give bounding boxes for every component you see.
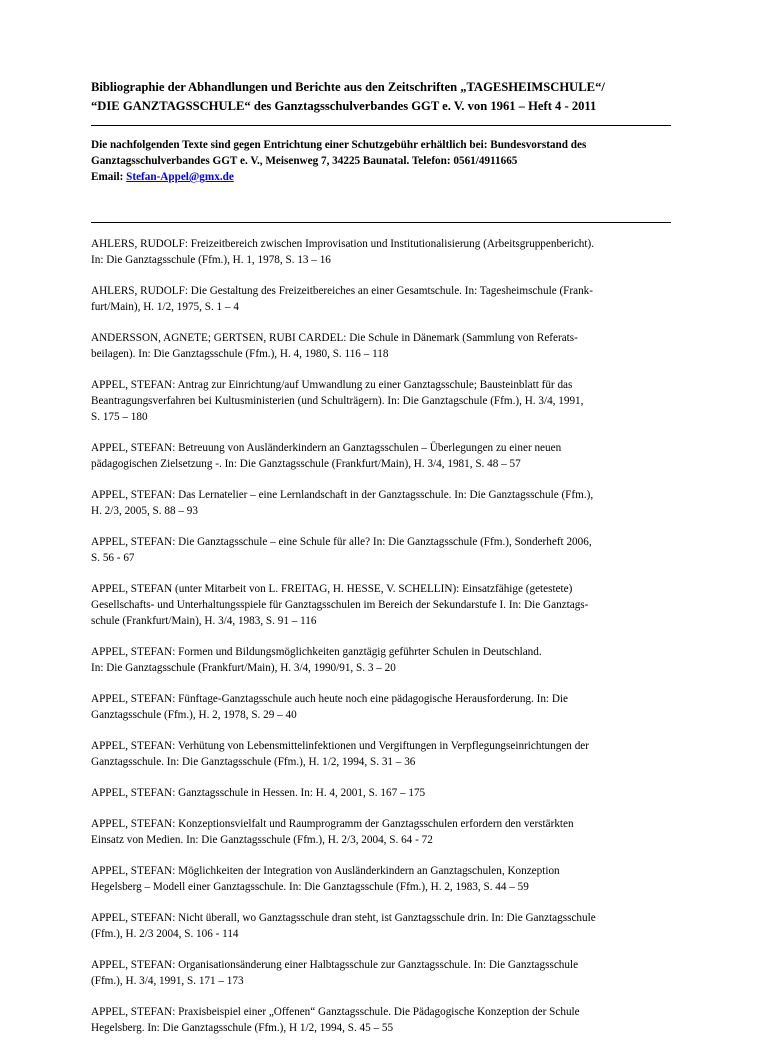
entry-line: APPEL, STEFAN: Verhütung von Lebensmittelinfektionen und Vergiftungen in Verpflegungseinrichtungen der [91,740,589,752]
entry-line: In: Die Ganztagsschule (Frankfurt/Main), H. 3/4, 1990/91, S. 3 – 20 [91,662,396,674]
entry-line: Hegelsberg – Modell einer Ganztagsschule. In: Die Ganztagsschule (Ffm.), H. 2, 1983, S. 44 – 59 [91,881,529,893]
entry-line: H. 2/3, 2005, S. 88 – 93 [91,505,198,517]
entry-line: APPEL, STEFAN: Organisationsänderung einer Halbtagsschule zur Ganztagsschule. In: Die Ganztagsschule [91,959,579,971]
entry-line: APPEL, STEFAN: Formen und Bildungsmöglichkeiten ganztägig geführter Schulen in Deutschland. [91,646,542,658]
entry-line: AHLERS, RUDOLF: Freizeitbereich zwischen Improvisation und Institutionalisierung (Arbeitsgruppenbericht). [91,238,595,250]
bibliography-entry [91,691,691,723]
entry-line: APPEL, STEFAN: Die Ganztagsschule – eine Schule für alle? In: Die Ganztagsschule (Ffm.), Sonderheft 2006, [91,536,592,548]
notice-line: Ganztagsschulverbandes GGT e. V., Meisenweg 7, 34225 Baunatal. Telefon: 0561/4911665 [91,155,518,167]
entry-line: pädagogischen Zielsetzung -. In: Die Ganztagsschule (Frankfurt/Main), H. 3/4, 1981, S. 48 – 57 [91,458,521,470]
entry-line: Gesellschafts- und Unterhaltungsspiele für Ganztagsschulen im Bereich der Sekundarstufe I. In: Die Ganztags- [91,599,589,611]
bibliography-entry [91,487,691,519]
entry-line: APPEL, STEFAN: Fünftage-Ganztagsschule auch heute noch eine pädagogische Herausforderung. In: Die [91,693,568,705]
document-title [91,78,691,116]
entry-line: APPEL, STEFAN: Betreuung von Ausländerkindern an Ganztagsschulen – Überlegungen zu einer neuen [91,442,562,454]
divider [91,125,671,126]
divider [91,222,671,223]
bibliography-list [91,236,691,1051]
entry-line: APPEL, STEFAN: Möglichkeiten der Integration von Ausländerkindern an Ganztagschulen, Konzeption [91,865,560,877]
entry-line: beilagen). In: Die Ganztagsschule (Ffm.), H. 4, 1980, S. 116 – 118 [91,348,389,360]
entry-line: In: Die Ganztagsschule (Ffm.), H. 1, 1978, S. 13 – 16 [91,254,331,266]
bibliography-entry [91,738,691,770]
title-line: “DIE GANZTAGSSCHULE“ des Ganztagsschulverbandes GGT e. V. von 1961 – Heft 4 - 2011 [91,99,597,113]
entry-line: (Ffm.), H. 2/3 2004, S. 106 - 114 [91,928,239,940]
entry-line: Ganztagsschule (Ffm.), H. 2, 1978, S. 29 – 40 [91,709,297,721]
entry-line: S. 56 - 67 [91,552,135,564]
bibliography-entry [91,644,691,676]
entry-line: ANDERSSON, AGNETE; GERTSEN, RUBI CARDEL: Die Schule in Dänemark (Sammlung von Referats- [91,332,578,344]
bibliography-entry [91,863,691,895]
email-label: Email: [91,171,127,183]
bibliography-entry [91,910,691,942]
entry-line: schule (Frankfurt/Main), H. 3/4, 1983, S. 91 – 116 [91,615,317,627]
entry-line: Einsatz von Medien. In: Die Ganztagsschule (Ffm.), H. 2/3, 2004, S. 64 - 72 [91,834,433,846]
entry-line: APPEL, STEFAN: Antrag zur Einrichtung/auf Umwandlung zu einer Ganztagsschule; Bausteinblatt für das [91,379,573,391]
entry-line: APPEL, STEFAN: Nicht überall, wo Ganztagsschule dran steht, ist Ganztagsschule drin. In: Die Ganztagsschule [91,912,596,924]
bibliography-entry [91,581,691,629]
bibliography-entry [91,957,691,989]
ordering-notice [91,137,691,185]
entry-line: APPEL, STEFAN: Konzeptionsvielfalt und Raumprogramm der Ganztagsschulen erfordern den verstärkten [91,818,574,830]
bibliography-entry [91,785,691,801]
entry-line: APPEL, STEFAN (unter Mitarbeit von L. FREITAG, H. HESSE, V. SCHELLIN): Einsatzfähige (getestete) [91,583,573,595]
bibliography-entry [91,283,691,315]
entry-line: Beantragungsverfahren bei Kultusministerien (und Schulträgern). In: Die Ganztagschule (Ffm.), H. 3/4, 1991, [91,395,584,407]
bibliography-entry [91,236,691,268]
entry-line: APPEL, STEFAN: Ganztagsschule in Hessen. In: H. 4, 2001, S. 167 – 175 [91,787,426,799]
bibliography-entry [91,330,691,362]
notice-line: Die nachfolgenden Texte sind gegen Entrichtung einer Schutzgebühr erhältlich bei: Bundesvorstand des [91,139,587,151]
entry-line: (Ffm.), H. 3/4, 1991, S. 171 – 173 [91,975,244,987]
notice-email-line [91,169,691,185]
title-line: Bibliographie der Abhandlungen und Berichte aus den Zeitschriften „TAGESHEIMSCHULE“/ [91,80,605,94]
bibliography-entry [91,377,691,425]
entry-line: Hegelsberg. In: Die Ganztagsschule (Ffm.), H 1/2, 1994, S. 45 – 55 [91,1022,394,1034]
email-link[interactable]: Stefan-Appel@gmx.de [126,171,234,183]
bibliography-entry [91,440,691,472]
entry-line: Ganztagsschule. In: Die Ganztagsschule (Ffm.), H. 1/2, 1994, S. 31 – 36 [91,756,416,768]
entry-line: furt/Main), H. 1/2, 1975, S. 1 – 4 [91,301,239,313]
entry-line: S. 175 – 180 [91,411,148,423]
bibliography-entry [91,816,691,848]
entry-line: AHLERS, RUDOLF: Die Gestaltung des Freizeitbereiches an einer Gesamtschule. In: Tagesheimschule (Frank- [91,285,594,297]
entry-line: APPEL, STEFAN: Das Lernatelier – eine Lernlandschaft in der Ganztagsschule. In: Die Ganztagsschule (Ffm.), [91,489,594,501]
entry-line: APPEL, STEFAN: Praxisbeispiel einer „Offenen“ Ganztagsschule. Die Pädagogische Konzeption der Schule [91,1006,580,1018]
bibliography-entry [91,534,691,566]
bibliography-entry [91,1004,691,1036]
